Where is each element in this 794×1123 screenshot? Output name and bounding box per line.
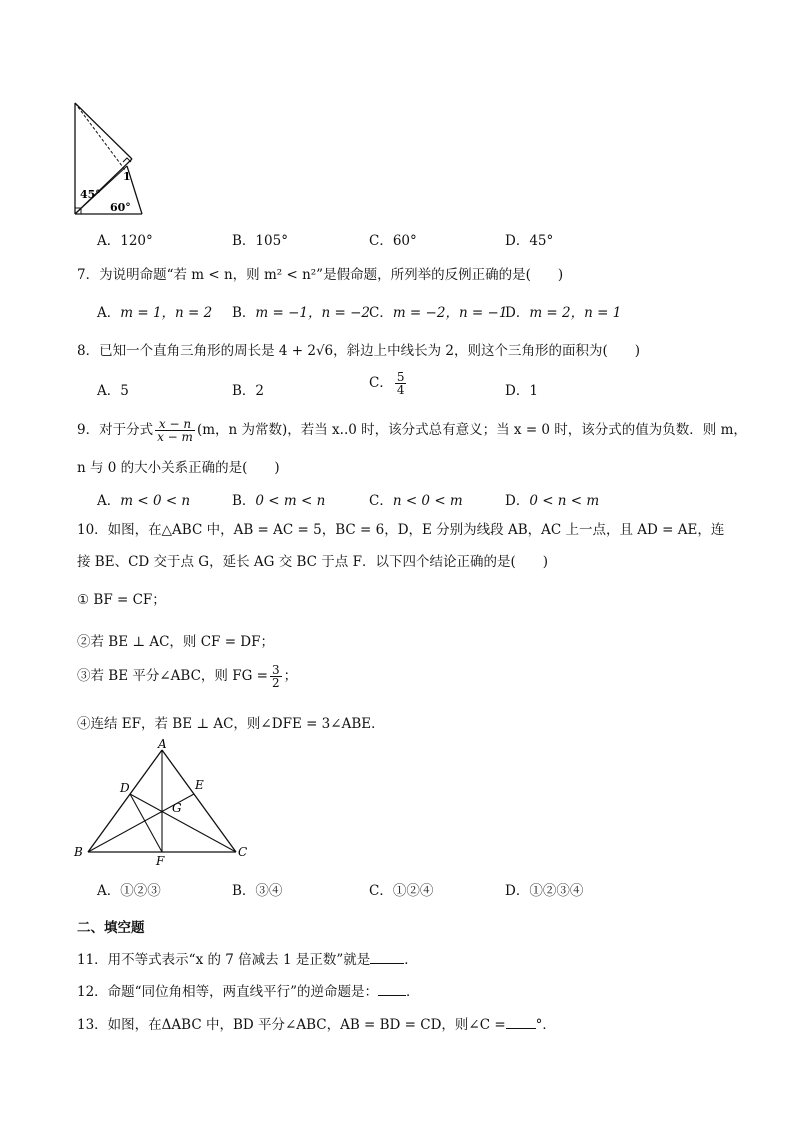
q6-label-1: 1	[123, 170, 131, 183]
q11: 11．用不等式表示“x 的 7 倍减去 1 是正数”就是 ．	[77, 952, 418, 968]
q10-line1: 10．如图，在△ABC 中，AB = AC = 5，BC = 6，D，E 分别为线段 AB，AC 上一点，且 AD = AE，连	[77, 522, 725, 538]
q10-line2: 接 BE、CD 交于点 G，延长 AG 交 BC 于点 F．以下四个结论正确的是( )	[77, 554, 548, 570]
q12-answer-blank[interactable]	[378, 983, 406, 996]
q9-option-c: C．n < 0 < m	[369, 493, 463, 509]
q10-option-b: B．③④	[232, 883, 283, 899]
q7-option-d: D．m = 2，n = 1	[505, 305, 622, 321]
q9-option-a: A．m < 0 < n	[97, 493, 191, 509]
q10-option-a: A．①②③	[97, 883, 161, 899]
q12: 12．命题“同位角相等，两直线平行”的逆命题是： ．	[77, 984, 420, 1000]
q10-c3-fraction: $\frac{3}{2}$	[271, 663, 280, 690]
section-title: 二、填空题	[77, 920, 145, 936]
q7-option-c: C．m = −2，n = −1	[369, 305, 508, 321]
q6-option-d: D．45°	[505, 233, 554, 249]
q10-option-d: D．①②③④	[505, 883, 584, 899]
q10-label-d: D	[120, 781, 130, 795]
q11-answer-blank[interactable]	[370, 951, 404, 964]
q10-conclusion-4: ④连结 EF，若 BE ⊥ AC，则∠DFE = 3∠ABE．	[77, 716, 385, 732]
q10-label-b: B	[74, 845, 83, 859]
q8-option-c-fraction: $\frac{5}{4}$	[396, 370, 405, 397]
q9-option-d: D．0 < n < m	[505, 493, 600, 509]
q6-option-a: A．120°	[97, 233, 153, 249]
q10-option-c: C．①②④	[369, 883, 434, 899]
q13: 13．如图，在ΔABC 中，BD 平分∠ABC，AB = BD = CD，则∠C = °．	[77, 1017, 556, 1033]
q8-option-c: C． $\frac{5}{4}$	[369, 370, 405, 397]
q10-label-f: F	[156, 854, 165, 868]
q10-conclusion-2: ②若 BE ⊥ AC，则 CF = DF；	[77, 634, 274, 650]
q10-label-c: C	[238, 845, 248, 859]
q9-option-b: B．0 < m < n	[232, 493, 326, 509]
q8-stem: 8．已知一个直角三角形的周长是 4 + 2√6，斜边上中线长为 2，则这个三角形的面积为( )	[77, 343, 641, 359]
q10-figure	[70, 738, 260, 868]
q8-option-a: A．5	[97, 383, 129, 399]
q6-label-60: 60°	[110, 201, 131, 214]
q8-option-d: D．1	[505, 383, 538, 399]
q7-option-a: A．m = 1，n = 2	[97, 305, 213, 321]
q6-option-b: B．105°	[232, 233, 288, 249]
q7-option-b: B．m = −1，n = −2	[232, 305, 371, 321]
q10-conclusion-1: ① BF = CF；	[77, 592, 166, 608]
q10-label-e: E	[195, 778, 204, 792]
q6-label-45: 45°	[80, 188, 101, 201]
q10-label-g: G	[172, 801, 182, 815]
q6-option-c: C．60°	[369, 233, 417, 249]
q9-fraction: $\frac{x - n}{x - m}$	[157, 417, 193, 444]
q10-label-a: A	[158, 738, 167, 751]
q13-answer-blank[interactable]	[506, 1016, 536, 1029]
q9-line2: n 与 0 的大小关系正确的是( )	[77, 460, 280, 476]
q7-stem: 7．为说明命题“若 m < n，则 m² < n²”是假命题，所列举的反例正确的是( )	[77, 267, 564, 283]
q6-figure	[70, 98, 150, 218]
q8-option-b: B．2	[232, 383, 265, 399]
q10-conclusion-3: ③若 BE 平分∠ABC，则 FG = $\frac{3}{2}$ ；	[77, 663, 298, 690]
q9-line1: 9．对于分式 $\frac{x - n}{x - m}$ (m，n 为常数)，若当 x..0 时，该分式总有意义；当 x = 0 时，该分式的值为负数．则 m，	[77, 417, 747, 444]
